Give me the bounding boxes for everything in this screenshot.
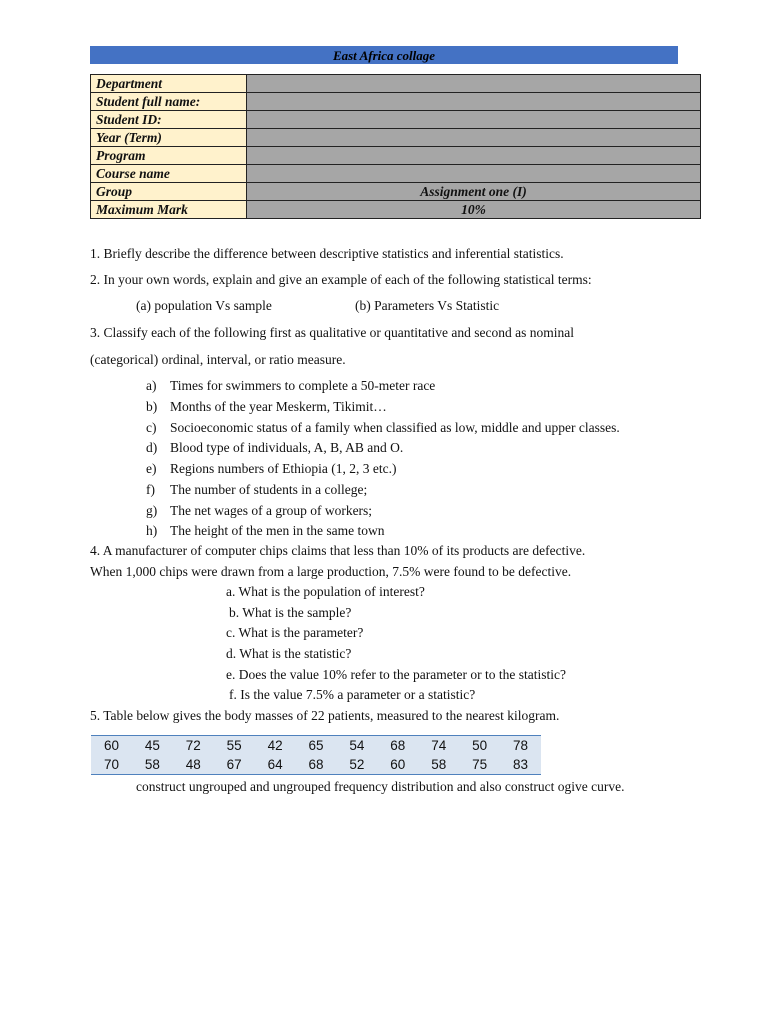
info-label: Maximum Mark bbox=[91, 201, 247, 219]
item-marker: g) bbox=[146, 503, 158, 518]
item-text: The height of the men in the same town bbox=[170, 523, 385, 538]
question-3-item-a bbox=[146, 376, 435, 397]
question-4-item-c: c. What is the parameter? bbox=[226, 625, 364, 640]
item-text: The net wages of a group of workers; bbox=[170, 503, 373, 518]
item-marker: c) bbox=[146, 420, 157, 435]
question-3-item-h bbox=[146, 521, 384, 542]
question-4-item-e: e. Does the value 10% refer to the parameter or to the statistic? bbox=[226, 667, 566, 682]
question-5: 5. Table below gives the body masses of 22 patients, measured to the nearest kilogram. bbox=[90, 708, 560, 723]
question-3-item-f bbox=[146, 480, 367, 501]
question-3-item-d bbox=[146, 438, 403, 459]
question-3-line-1: 3. Classify each of the following first as qualitative or quantitative and second as nominal bbox=[90, 325, 575, 340]
mass-cell: 42 bbox=[255, 736, 296, 756]
info-row-year bbox=[91, 129, 701, 147]
mass-cell: 74 bbox=[418, 736, 459, 756]
mass-cell: 70 bbox=[91, 755, 132, 775]
item-text: The number of students in a college; bbox=[170, 482, 368, 497]
info-row-group bbox=[91, 183, 701, 201]
info-value bbox=[247, 147, 701, 165]
question-4-item-a: a. What is the population of interest? bbox=[226, 584, 425, 599]
item-marker: d) bbox=[146, 440, 158, 455]
question-4-line-2: When 1,000 chips were drawn from a large production, 7.5% were found to be defective. bbox=[90, 564, 572, 579]
item-text: Months of the year Meskerm, Tikimit… bbox=[170, 399, 387, 414]
question-4-item-f: f. Is the value 7.5% a parameter or a statistic? bbox=[229, 687, 476, 702]
info-label: Student full name: bbox=[91, 93, 247, 111]
info-label: Year (Term) bbox=[91, 129, 247, 147]
info-value bbox=[247, 93, 701, 111]
question-2-option-a: (a) population Vs sample bbox=[136, 298, 272, 313]
info-value bbox=[247, 129, 701, 147]
mass-cell: 50 bbox=[459, 736, 500, 756]
mass-row bbox=[91, 736, 541, 756]
mass-cell: 52 bbox=[336, 755, 377, 775]
question-2-option-b: (b) Parameters Vs Statistic bbox=[355, 298, 500, 313]
mass-cell: 54 bbox=[336, 736, 377, 756]
info-row-course-name bbox=[91, 165, 701, 183]
item-marker: a) bbox=[146, 378, 157, 393]
info-row-maximum-mark bbox=[91, 201, 701, 219]
info-label: Group bbox=[91, 183, 247, 201]
mass-cell: 45 bbox=[132, 736, 173, 756]
item-marker: f) bbox=[146, 482, 155, 497]
mass-cell: 55 bbox=[214, 736, 255, 756]
mass-cell: 60 bbox=[91, 736, 132, 756]
question-1: 1. Briefly describe the difference between descriptive statistics and inferential statistics. bbox=[90, 246, 564, 261]
mass-cell: 48 bbox=[173, 755, 214, 775]
mass-cell: 68 bbox=[296, 755, 337, 775]
mass-cell: 58 bbox=[132, 755, 173, 775]
question-3-item-c bbox=[146, 418, 620, 439]
question-3-item-e bbox=[146, 459, 396, 480]
item-text: Socioeconomic status of a family when classified as low, middle and upper classes. bbox=[170, 420, 620, 435]
info-row-department bbox=[91, 75, 701, 93]
mass-cell: 72 bbox=[173, 736, 214, 756]
mass-cell: 65 bbox=[296, 736, 337, 756]
info-value bbox=[247, 111, 701, 129]
question-3-item-g bbox=[146, 501, 372, 522]
mass-cell: 78 bbox=[500, 736, 541, 756]
info-value bbox=[247, 75, 701, 93]
item-marker: h) bbox=[146, 523, 158, 538]
item-marker: e) bbox=[146, 461, 157, 476]
body-mass-table bbox=[91, 735, 541, 775]
mass-cell: 60 bbox=[377, 755, 418, 775]
item-text: Blood type of individuals, A, B, AB and O. bbox=[170, 440, 404, 455]
mass-cell: 83 bbox=[500, 755, 541, 775]
info-row-student-name bbox=[91, 93, 701, 111]
info-label: Student ID: bbox=[91, 111, 247, 129]
question-2: 2. In your own words, explain and give an example of each of the following statistical terms: bbox=[90, 272, 592, 287]
info-label: Course name bbox=[91, 165, 247, 183]
mass-cell: 75 bbox=[459, 755, 500, 775]
question-3-item-b bbox=[146, 397, 387, 418]
question-4-item-b: b. What is the sample? bbox=[229, 605, 352, 620]
info-label: Department bbox=[91, 75, 247, 93]
mass-cell: 68 bbox=[377, 736, 418, 756]
info-value bbox=[247, 165, 701, 183]
question-3-line-2: (categorical) ordinal, interval, or ratio measure. bbox=[90, 352, 346, 367]
question-4-line-1: 4. A manufacturer of computer chips claims that less than 10% of its products are defective. bbox=[90, 543, 586, 558]
info-value: 10% bbox=[247, 201, 701, 219]
item-marker: b) bbox=[146, 399, 158, 414]
item-text: Regions numbers of Ethiopia (1, 2, 3 etc.) bbox=[170, 461, 397, 476]
mass-cell: 67 bbox=[214, 755, 255, 775]
mass-row bbox=[91, 755, 541, 775]
question-4-item-d: d. What is the statistic? bbox=[226, 646, 352, 661]
question-5-instruction: construct ungrouped and ungrouped frequency distribution and also construct ogive curve. bbox=[136, 779, 625, 794]
info-row-student-id bbox=[91, 111, 701, 129]
info-row-program bbox=[91, 147, 701, 165]
student-info-table bbox=[90, 74, 701, 219]
info-value: Assignment one (I) bbox=[247, 183, 701, 201]
mass-cell: 58 bbox=[418, 755, 459, 775]
item-text: Times for swimmers to complete a 50-meter race bbox=[170, 378, 436, 393]
info-label: Program bbox=[91, 147, 247, 165]
mass-cell: 64 bbox=[255, 755, 296, 775]
college-title: East Africa collage bbox=[90, 46, 678, 64]
